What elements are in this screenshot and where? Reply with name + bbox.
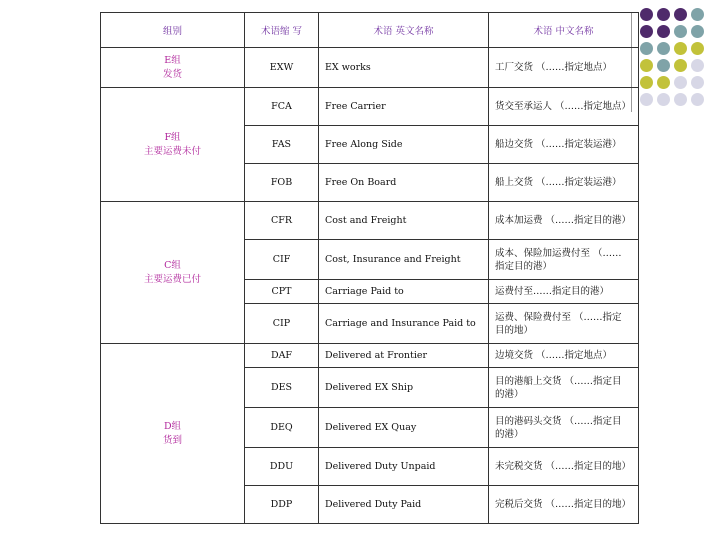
- chinese-cell: 目的港码头交货 （……指定目的港）: [489, 408, 639, 448]
- incoterms-table: [100, 12, 639, 524]
- decorative-dot: [640, 76, 653, 89]
- abbr-cell: CIF: [245, 240, 319, 280]
- decorative-dot: [691, 76, 704, 89]
- decorative-dot: [640, 8, 653, 21]
- header-chinese-name: 术语 中文名称: [489, 13, 639, 48]
- english-cell: Delivered Duty Paid: [319, 486, 489, 524]
- decorative-dot: [640, 42, 653, 55]
- table-row: [101, 48, 639, 88]
- group-d-cell: [101, 344, 245, 524]
- english-cell: Delivered Duty Unpaid: [319, 448, 489, 486]
- decorative-dot: [674, 76, 687, 89]
- group-e-label: E组: [164, 54, 181, 66]
- header-abbreviation: 术语缩 写: [245, 13, 319, 48]
- english-cell: Free Along Side: [319, 126, 489, 164]
- abbr-cell: DDP: [245, 486, 319, 524]
- table-row: [101, 344, 639, 368]
- group-f-desc: 主要运费未付: [143, 145, 201, 157]
- decorative-dot: [657, 59, 670, 72]
- chinese-cell: 工厂交货 （……指定地点）: [489, 48, 639, 88]
- table-row: [101, 88, 639, 126]
- chinese-cell: 目的港船上交货 （……指定目的港）: [489, 368, 639, 408]
- decorative-dot: [674, 8, 687, 21]
- english-cell: Free On Board: [319, 164, 489, 202]
- chinese-cell: 船边交货 （……指定装运港）: [489, 126, 639, 164]
- table-row: [101, 202, 639, 240]
- header-row: [101, 13, 639, 48]
- decorative-dot: [674, 25, 687, 38]
- group-d-desc: 货到: [162, 434, 182, 446]
- abbr-cell: DAF: [245, 344, 319, 368]
- chinese-cell: 货交至承运人 （……指定地点）: [489, 88, 639, 126]
- group-f-cell: [101, 88, 245, 202]
- english-cell: Free Carrier: [319, 88, 489, 126]
- abbr-cell: DDU: [245, 448, 319, 486]
- group-f-label: F组: [164, 131, 181, 143]
- decorative-dot: [657, 42, 670, 55]
- decorative-dot: [640, 59, 653, 72]
- header-english-name: 术语 英文名称: [319, 13, 489, 48]
- chinese-cell: 边境交货 （……指定地点）: [489, 344, 639, 368]
- group-c-desc: 主要运费已付: [143, 273, 201, 285]
- abbr-cell: CFR: [245, 202, 319, 240]
- chinese-cell: 运费付至……指定目的港）: [489, 280, 639, 304]
- group-d-label: D组: [163, 420, 182, 432]
- abbr-cell: FCA: [245, 88, 319, 126]
- chinese-cell: 完税后交货 （……指定目的地）: [489, 486, 639, 524]
- chinese-cell: 运费、保险费付至 （……指定目的地）: [489, 304, 639, 344]
- chinese-cell: 成本、保险加运费付至 （……指定目的港）: [489, 240, 639, 280]
- english-cell: Carriage Paid to: [319, 280, 489, 304]
- decorative-dot: [640, 93, 653, 106]
- decorative-dot-grid: [640, 8, 720, 118]
- group-c-label: C组: [164, 259, 181, 271]
- abbr-cell: EXW: [245, 48, 319, 88]
- group-c-cell: [101, 202, 245, 344]
- decorative-dot: [691, 42, 704, 55]
- chinese-cell: 未完税交货 （……指定目的地）: [489, 448, 639, 486]
- decorative-dot: [657, 8, 670, 21]
- english-cell: Carriage and Insurance Paid to: [319, 304, 489, 344]
- abbr-cell: DEQ: [245, 408, 319, 448]
- chinese-cell: 成本加运费 （……指定目的港）: [489, 202, 639, 240]
- abbr-cell: FOB: [245, 164, 319, 202]
- english-cell: Cost and Freight: [319, 202, 489, 240]
- english-cell: Delivered EX Quay: [319, 408, 489, 448]
- decorative-dot: [657, 25, 670, 38]
- decorative-dot: [674, 42, 687, 55]
- decorative-dot: [674, 59, 687, 72]
- decorative-dot: [691, 59, 704, 72]
- decorative-dot: [691, 93, 704, 106]
- abbr-cell: FAS: [245, 126, 319, 164]
- abbr-cell: CIP: [245, 304, 319, 344]
- english-cell: Delivered EX Ship: [319, 368, 489, 408]
- english-cell: EX works: [319, 48, 489, 88]
- decorative-dot: [674, 93, 687, 106]
- english-cell: Delivered at Frontier: [319, 344, 489, 368]
- abbr-cell: DES: [245, 368, 319, 408]
- decorative-dot: [640, 25, 653, 38]
- english-cell: Cost, Insurance and Freight: [319, 240, 489, 280]
- group-e-cell: [101, 48, 245, 88]
- decorative-dot: [657, 93, 670, 106]
- decorative-dot: [657, 76, 670, 89]
- decorative-dot: [691, 25, 704, 38]
- chinese-cell: 船上交货 （……指定装运港）: [489, 164, 639, 202]
- abbr-cell: CPT: [245, 280, 319, 304]
- header-group: 组别: [101, 13, 245, 48]
- group-e-desc: 发货: [162, 68, 182, 80]
- decorative-dot: [691, 8, 704, 21]
